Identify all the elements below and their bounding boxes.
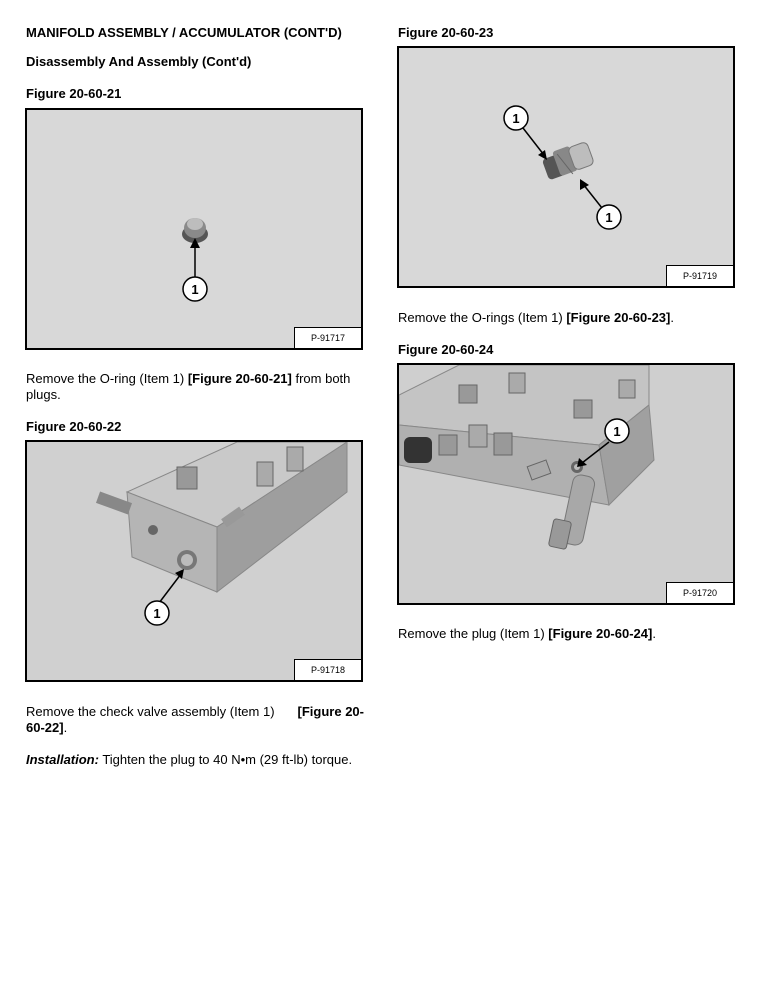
figure-24-reference[interactable]: [Figure 20-60-24] [548, 626, 653, 641]
figure-21-photo [25, 108, 363, 350]
paragraph-21: Remove the O-ring (Item 1) [Figure 20-60-21] from both plugs. [26, 371, 351, 402]
figure-21-callout: 1 [191, 282, 199, 297]
paragraph-22: Remove the check valve assembly (Item 1) [Figure 20- 60-22]. [26, 704, 364, 735]
figure-23-reference[interactable]: [Figure 20-60-23] [566, 310, 671, 325]
figure-21-title: Figure 20-60-21 [26, 86, 122, 101]
figure-22-reference-part2[interactable]: 60-22] [26, 720, 64, 735]
subsection-title: Disassembly And Assembly (Cont'd) [26, 54, 252, 69]
figure-23-photo-id: P-91719 [666, 265, 733, 286]
figure-22-reference-part1[interactable]: [Figure 20- [297, 704, 364, 719]
paragraph-24: Remove the plug (Item 1) [Figure 20-60-24]. [398, 626, 656, 641]
paragraph-23: Remove the O-rings (Item 1) [Figure 20-60-23]. [398, 310, 674, 325]
figure-23-callout-upper: 1 [512, 111, 520, 126]
installation-label: Installation: [26, 752, 99, 767]
section-title: MANIFOLD ASSEMBLY / ACCUMULATOR (CONT'D) [26, 25, 342, 40]
figure-22-callout: 1 [153, 606, 161, 621]
figure-24-callout: 1 [613, 424, 621, 439]
figure-24-photo [397, 363, 735, 605]
figure-23-title: Figure 20-60-23 [398, 25, 494, 40]
figure-22-photo-id: P-91718 [294, 659, 361, 680]
installation-note: Installation: Tighten the plug to 40 N•m (29 ft-lb) torque. [26, 752, 353, 767]
figure-24-title: Figure 20-60-24 [398, 342, 494, 357]
figure-21-reference[interactable]: [Figure 20-60-21] [187, 371, 292, 386]
figure-24-photo-id: P-91720 [666, 582, 733, 603]
figure-21-photo-id: P-91717 [294, 327, 361, 348]
figure-22-photo [25, 440, 363, 682]
figure-23-photo [397, 46, 735, 288]
figure-23-callout-lower: 1 [605, 210, 613, 225]
figure-22-title: Figure 20-60-22 [26, 419, 122, 434]
